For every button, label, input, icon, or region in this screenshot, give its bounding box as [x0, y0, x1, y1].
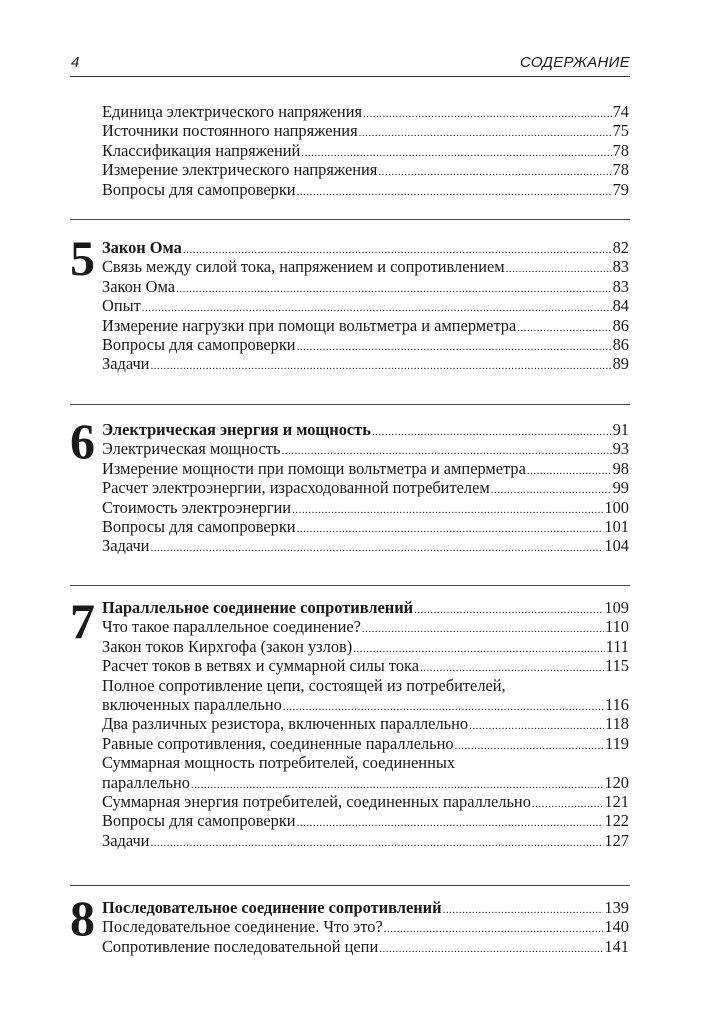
header-title: СОДЕРЖАНИЕ: [519, 54, 630, 71]
toc-continuation: [102, 102, 629, 199]
chapter-title-entry[interactable]: Электрическая энергия и мощность ..... 91: [102, 420, 629, 439]
toc-entry[interactable]: Измерение мощности при помощи вольтметра и амперметра ..... 98: [102, 459, 629, 478]
toc-chapter-5: [102, 238, 629, 374]
toc-entry[interactable]: Вопросы для самопроверки ..... 122: [102, 811, 629, 830]
toc-entry-first-line[interactable]: Полное сопротивление цепи, состоящей из потребителей,: [102, 675, 506, 695]
toc-entry[interactable]: Расчет токов в ветвях и суммарной силы тока ..... 115: [102, 656, 629, 675]
chapter-number: 8: [70, 890, 95, 946]
toc-entry[interactable]: Стоимость электроэнергии ..... 100: [102, 498, 629, 517]
toc-chapter-6: [102, 420, 629, 556]
toc-entry[interactable]: Задачи ..... 127: [102, 831, 629, 850]
toc-entry[interactable]: Сопротивление последовательной цепи ..... 141: [102, 937, 629, 956]
chapter-number: 5: [70, 230, 95, 286]
toc-entry[interactable]: Суммарная энергия потребителей, соединенных параллельно ..... 121: [102, 792, 629, 811]
toc-entry[interactable]: Вопросы для самопроверки ..... 79: [102, 180, 629, 199]
chapter-rule: [70, 219, 630, 220]
toc-entry[interactable]: Измерение электрического напряжения ..... 78: [102, 160, 629, 179]
toc-entry[interactable]: Что такое параллельное соединение? ..... 110: [102, 617, 629, 636]
page-number: 4: [71, 54, 80, 71]
chapter-title-entry[interactable]: Закон Ома ..... 82: [102, 238, 629, 257]
toc-entry[interactable]: Классификация напряжений ..... 78: [102, 141, 629, 160]
toc-chapter-8: [102, 898, 629, 956]
toc-entry[interactable]: Последовательное соединение. Что это? ..... 140: [102, 917, 629, 936]
header-rule: [70, 76, 630, 77]
toc-entry[interactable]: Связь между силой тока, напряжением и сопротивлением ..... 83: [102, 257, 629, 276]
toc-entry[interactable]: Вопросы для самопроверки ..... 86: [102, 335, 629, 354]
running-header: [70, 54, 630, 74]
toc-chapter-7: [102, 598, 629, 850]
toc-entry[interactable]: Два различных резистора, включенных параллельно ..... 118: [102, 714, 629, 733]
chapter-title-entry[interactable]: Последовательное соединение сопротивлений ..... 139: [102, 898, 629, 917]
toc-entry-first-line[interactable]: Суммарная мощность потребителей, соединенных: [102, 753, 456, 773]
toc-entry[interactable]: Измерение нагрузки при помощи вольтметра и амперметра ..... 86: [102, 316, 629, 335]
chapter-title-entry[interactable]: Параллельное соединение сопротивлений ..... 109: [102, 598, 629, 617]
toc-entry[interactable]: параллельно ..... 120: [102, 773, 629, 792]
toc-entry[interactable]: включенных параллельно ..... 116: [102, 695, 629, 714]
toc-entry[interactable]: Вопросы для самопроверки ..... 101: [102, 517, 629, 536]
chapter-rule: [70, 585, 630, 586]
toc-entry[interactable]: Закон Ома ..... 83: [102, 277, 629, 296]
toc-entry[interactable]: Электрическая мощность ..... 93: [102, 439, 629, 458]
chapter-rule: [70, 404, 630, 405]
toc-entry[interactable]: Расчет электроэнергии, израсходованной потребителем ..... 99: [102, 478, 629, 497]
toc-entry[interactable]: Единица электрического напряжения ..... 74: [102, 102, 629, 121]
toc-entry[interactable]: Источники постоянного напряжения ..... 75: [102, 121, 629, 140]
chapter-rule: [70, 885, 630, 886]
toc-entry[interactable]: Равные сопротивления, соединенные параллельно ..... 119: [102, 734, 629, 753]
toc-entry[interactable]: Задачи ..... 89: [102, 354, 629, 373]
toc-entry[interactable]: Закон токов Кирхгофа (закон узлов) ..... 111: [102, 637, 629, 656]
toc-entry[interactable]: Задачи ..... 104: [102, 536, 629, 555]
chapter-number: 6: [70, 413, 95, 469]
chapter-number: 7: [70, 593, 95, 649]
toc-entry[interactable]: Опыт ..... 84: [102, 296, 629, 315]
